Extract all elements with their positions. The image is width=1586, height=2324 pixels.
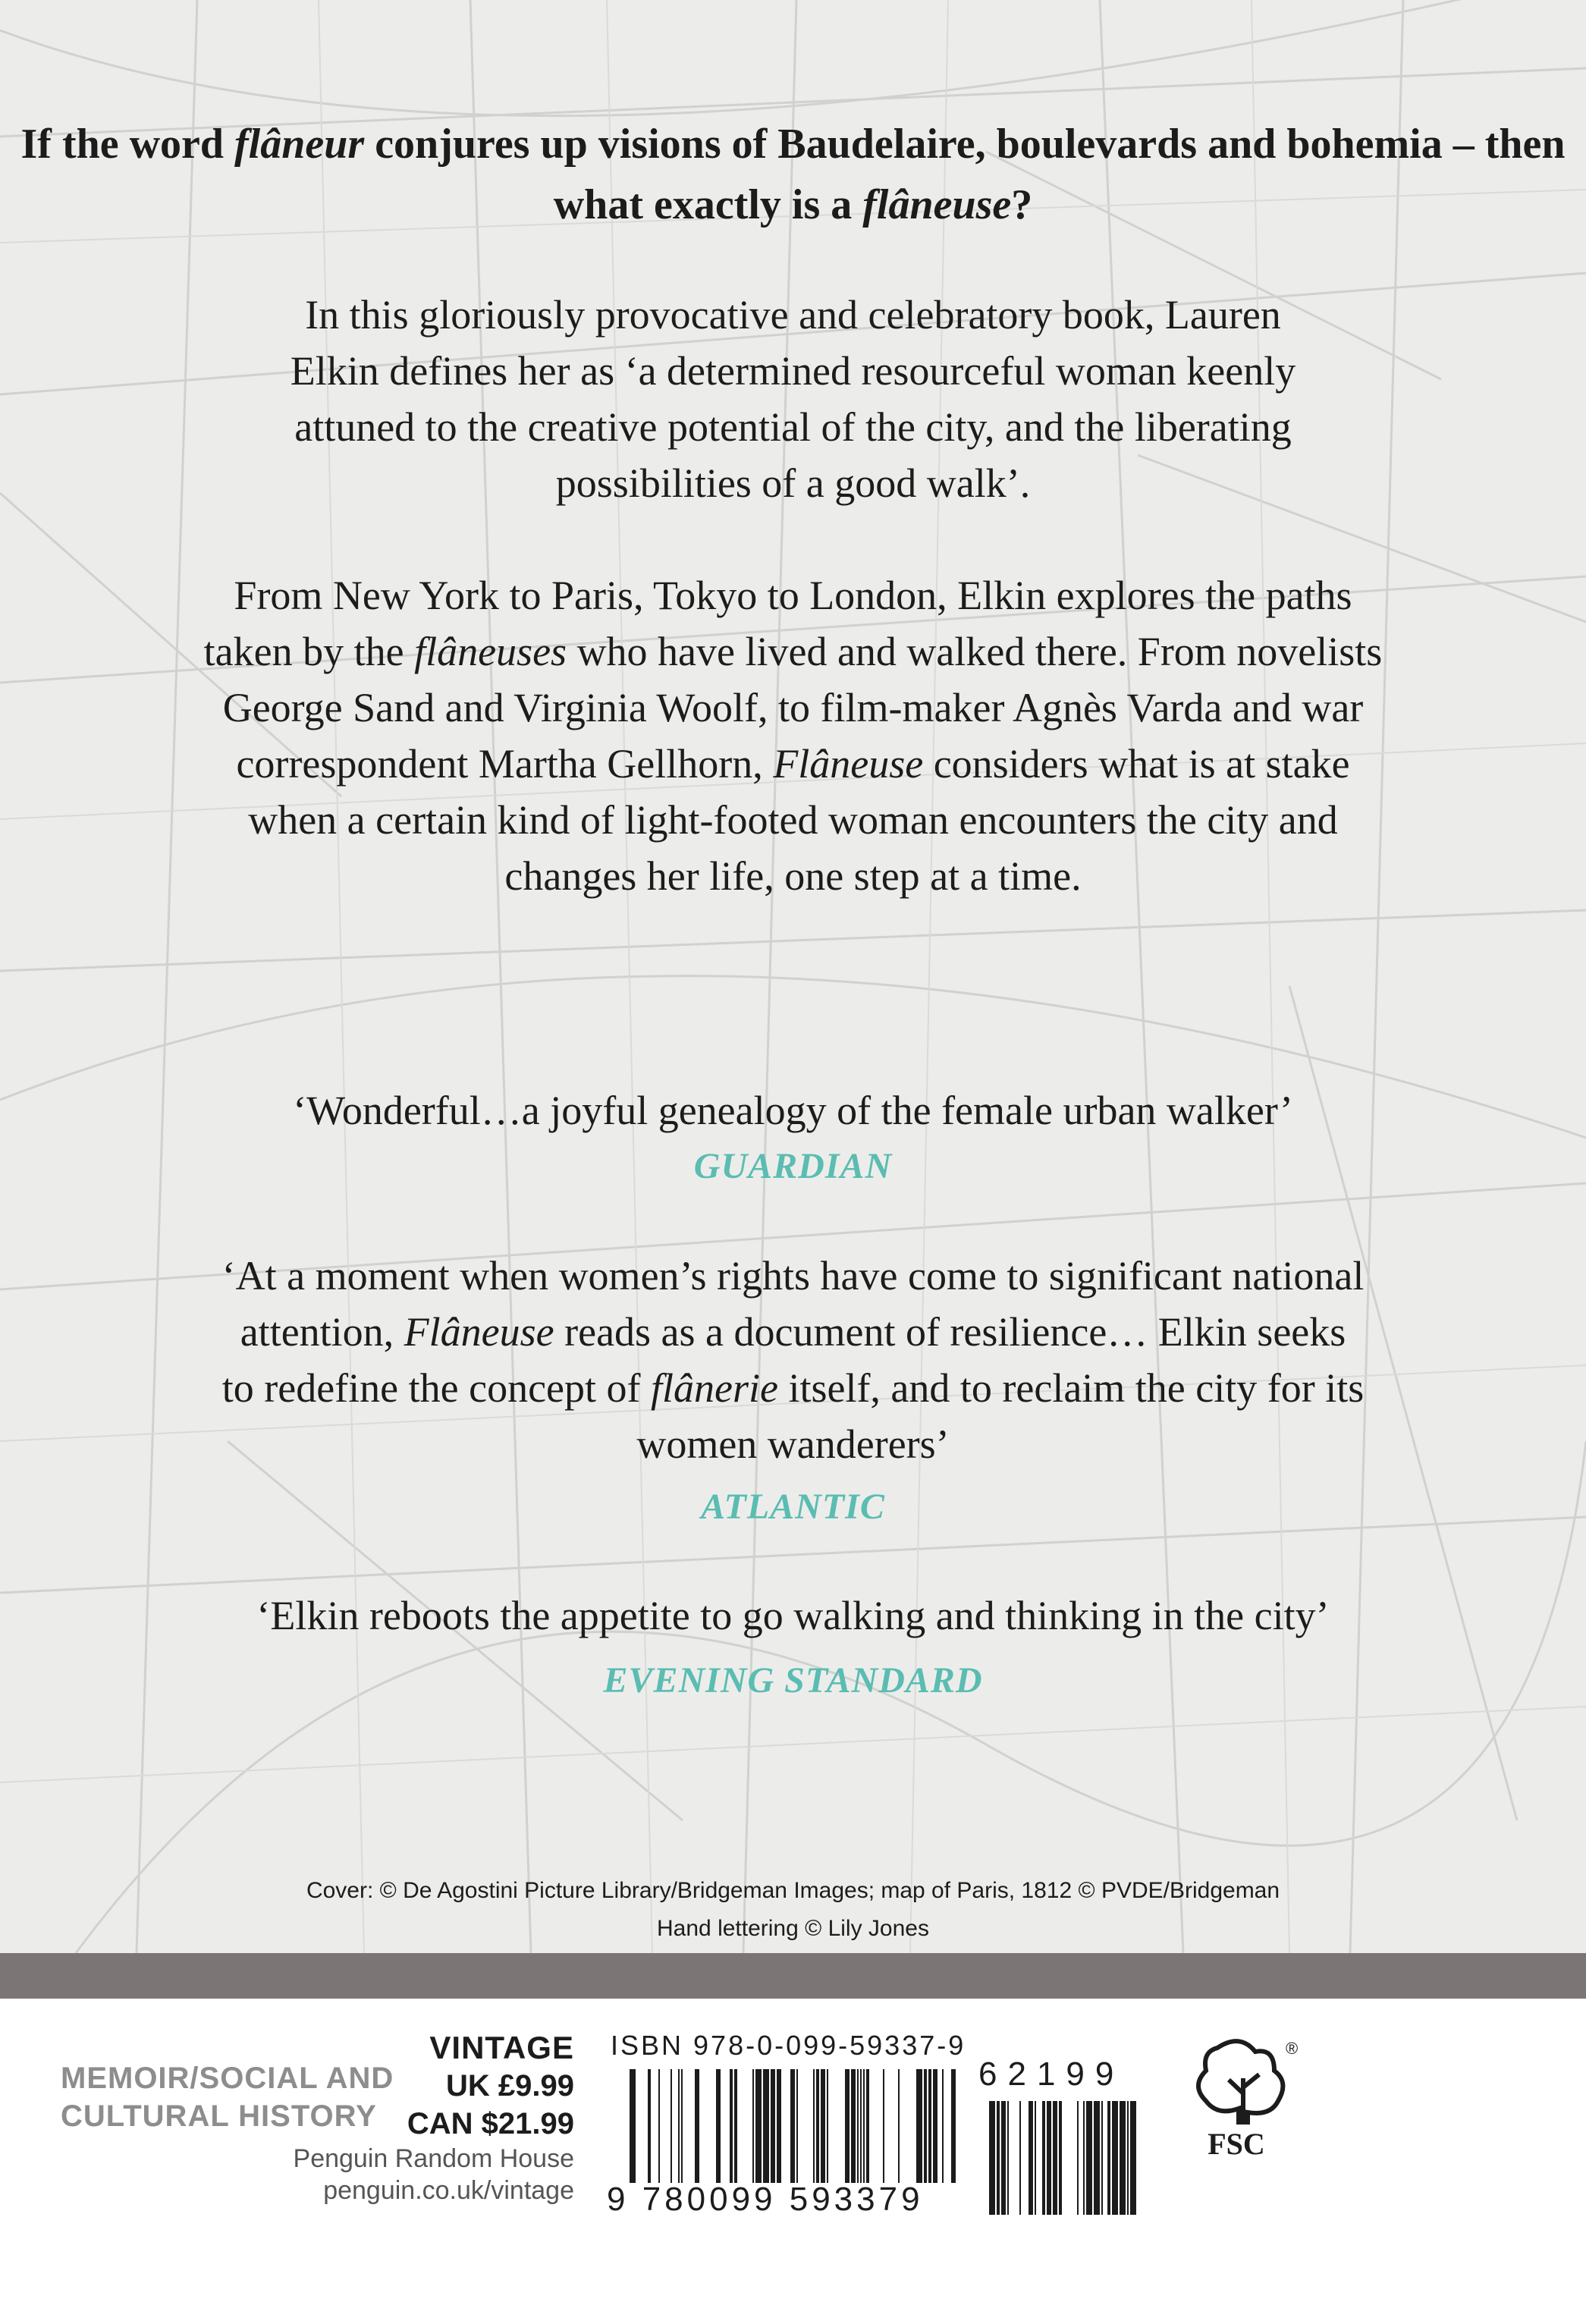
barcode-bar — [916, 2069, 922, 2183]
barcode-bar — [863, 2069, 865, 2183]
barcode-bar — [648, 2069, 651, 2183]
review-italic: flânerie — [650, 1365, 778, 1411]
genre-line-2: CULTURAL HISTORY — [61, 2099, 377, 2133]
credit-line-1: Cover: © De Agostini Picture Library/Bridgeman Images; map of Paris, 1812 © PVDE/Bridgeman — [306, 1878, 1280, 1903]
review-text: itself, and to reclaim the city for its women wanderers’ — [636, 1365, 1365, 1467]
imprint-name: VINTAGE — [429, 2030, 574, 2065]
barcode-bar — [1130, 2101, 1136, 2215]
review-italic: Flâneuse — [404, 1309, 554, 1355]
barcode-bar — [813, 2069, 815, 2183]
barcode-bar — [851, 2069, 856, 2183]
review-quote-guardian: ‘Wonderful…a joyful genealogy of the female urban walker’ — [293, 1088, 1293, 1133]
barcode-bar — [1120, 2101, 1126, 2215]
barcode-bar — [734, 2069, 737, 2183]
price-code: 62199 — [978, 2055, 1125, 2093]
barcode-bar — [827, 2069, 828, 2183]
barcode-bar — [1059, 2101, 1062, 2215]
barcode-bar — [857, 2069, 859, 2183]
lead-text: If the word — [20, 121, 235, 168]
review-text: reads as a document of resilience… Elkin seeks to redefine the concept of — [221, 1309, 1346, 1411]
lead-paragraph — [0, 114, 1586, 235]
isbn-label: ISBN 978-0-099-59337-9 — [611, 2030, 966, 2061]
barcode-bar — [1047, 2101, 1051, 2215]
para2-italic: Flâneuse — [773, 741, 924, 787]
barcode-bar — [716, 2069, 721, 2183]
barcode-bar — [1019, 2101, 1021, 2215]
publisher-block — [294, 2029, 574, 2206]
barcode-bar — [771, 2069, 775, 2183]
barcode-bar — [816, 2069, 819, 2183]
barcode-bar — [1112, 2101, 1118, 2215]
barcode-bar — [924, 2069, 927, 2183]
lead-italic-flaneur: flâneur — [234, 121, 365, 168]
para2-text: who have lived and walked there. From novelists George Sand and Virginia Woolf, to film-maker Agnès Varda and war correspondent Martha Gellhorn, — [222, 629, 1383, 787]
barcode-bar — [1029, 2101, 1033, 2215]
publisher-website: penguin.co.uk/vintage — [323, 2176, 574, 2205]
barcode-bar — [942, 2069, 944, 2183]
barcode-number: 9 780099 593379 — [607, 2181, 924, 2218]
barcode-bar — [678, 2069, 680, 2183]
barcode-bar — [1001, 2101, 1006, 2215]
barcode-bar — [898, 2069, 900, 2183]
barcode-bar — [866, 2069, 869, 2183]
barcode-icon — [630, 2069, 956, 2183]
registered-mark: ® — [1286, 2039, 1299, 2058]
barcode-bar — [1086, 2101, 1092, 2215]
barcode-bar — [883, 2069, 884, 2183]
price-uk: UK £9.99 — [446, 2069, 574, 2103]
barcode-bar — [989, 2101, 995, 2215]
barcode-bar — [928, 2069, 931, 2183]
review-source-evening-standard: EVENING STANDARD — [603, 1660, 983, 1701]
barcode-bar — [1107, 2101, 1110, 2215]
review-quote-evening-standard: ‘Elkin reboots the appetite to go walking and thinking in the city’ — [256, 1593, 1330, 1638]
credit-line-2: Hand lettering © Lily Jones — [657, 1916, 929, 1941]
barcode-bar — [1053, 2101, 1057, 2215]
barcode-bar — [997, 2101, 1000, 2215]
barcode-bar — [951, 2069, 956, 2183]
barcode-bar — [790, 2069, 795, 2183]
barcode-bar — [1094, 2101, 1100, 2215]
barcode-bar — [1127, 2101, 1129, 2215]
barcode-bar — [933, 2069, 937, 2183]
barcode-bar — [1042, 2101, 1045, 2215]
cover-credits — [0, 1872, 1586, 1948]
barcode-bar — [1101, 2101, 1103, 2215]
para2-italic: flâneuses — [414, 629, 567, 674]
review-quote-atlantic — [0, 1248, 1586, 1472]
divider-band — [0, 1953, 1586, 1999]
publisher-name: Penguin Random House — [293, 2144, 574, 2173]
barcode-bar — [821, 2069, 825, 2183]
barcode-bar — [763, 2069, 769, 2183]
barcode-bar — [1035, 2101, 1036, 2215]
barcode-bar — [730, 2069, 733, 2183]
para2-text: considers what is at stake when a certain kind of light-footed woman encounters the city and changes her life, one step at a time. — [248, 741, 1350, 899]
description-paragraph-2 — [0, 567, 1586, 904]
price-can: CAN $21.99 — [407, 2107, 574, 2140]
para2-text: From New York to Paris, Tokyo to London, Elkin explores the paths taken by the — [203, 573, 1352, 674]
barcode-bar — [695, 2069, 699, 2183]
review-source-atlantic: ATLANTIC — [701, 1487, 885, 1527]
barcode-bar — [671, 2069, 672, 2183]
barcode-bar — [755, 2069, 762, 2183]
barcode-bar — [630, 2069, 636, 2183]
review-text: ‘At a moment when women’s rights have come to significant national attention, — [221, 1253, 1365, 1355]
barcode-bar — [1077, 2101, 1079, 2215]
lead-italic-flaneuse: flâneuse — [862, 181, 1012, 228]
barcode-bar — [1007, 2101, 1009, 2215]
addon-barcode-icon — [978, 2101, 1138, 2215]
barcode-bar — [777, 2069, 781, 2183]
barcode-bar — [658, 2069, 660, 2183]
fsc-text: FSC — [1208, 2127, 1265, 2161]
lead-text: ? — [1011, 181, 1033, 228]
barcode-bar — [845, 2069, 850, 2183]
barcode-bar — [681, 2069, 683, 2183]
genre-line-1: MEMOIR/SOCIAL AND — [61, 2062, 394, 2095]
barcode-bar — [796, 2069, 798, 2183]
barcode-bar — [752, 2069, 754, 2183]
description-paragraph-1: In this gloriously provocative and celebratory book, Lauren Elkin defines her as ‘a determined resourceful woman keenly attuned to the creative potential of the city, and the liberating possibilities of a good walk’. — [290, 292, 1296, 506]
lead-text: conjures up visions of Baudelaire, boulevards and bohemia – then what exactly is a — [364, 121, 1566, 228]
barcode-bar — [1083, 2101, 1085, 2215]
review-source-guardian: GUARDIAN — [693, 1146, 893, 1186]
barcode-bar — [860, 2069, 862, 2183]
fsc-logo-icon — [1172, 2033, 1308, 2162]
